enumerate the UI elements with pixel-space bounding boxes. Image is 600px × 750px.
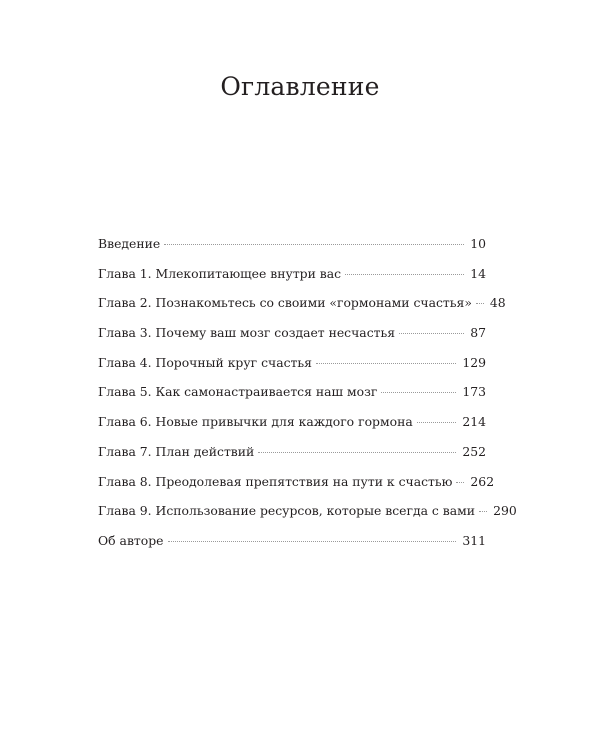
toc-entry-page: 214 <box>462 414 486 430</box>
toc-entry-chapter-2[interactable] <box>98 293 506 323</box>
toc-entry-page: 129 <box>462 354 486 370</box>
toc-entry-chapter-1[interactable] <box>98 264 486 294</box>
page-title: Оглавление <box>220 72 380 101</box>
toc-entry-label: Глава 4. Порочный круг счастья <box>98 354 312 370</box>
toc-entry-label: Глава 8. Преодолевая препятствия на пути к счастью <box>98 473 453 489</box>
toc-entry-chapter-9[interactable] <box>98 501 517 531</box>
toc-entry-intro[interactable] <box>98 234 486 264</box>
toc-entry-page: 173 <box>462 384 486 400</box>
toc-entry-label: Глава 2. Познакомьтесь со своими «гормонами счастья» <box>98 295 472 311</box>
toc-entry-chapter-6[interactable] <box>98 412 486 442</box>
toc-entry-page: 48 <box>489 295 506 311</box>
toc-entry-about-author[interactable] <box>98 531 486 561</box>
dot-leader <box>164 243 464 245</box>
dot-leader <box>316 362 456 364</box>
toc-entry-page: 252 <box>462 443 486 459</box>
toc-entry-page: 14 <box>470 265 486 281</box>
toc-entry-page: 290 <box>493 503 517 519</box>
toc-entry-chapter-7[interactable] <box>98 442 486 472</box>
toc-entry-chapter-4[interactable] <box>98 353 486 383</box>
dot-leader <box>345 273 464 275</box>
table-of-contents <box>98 234 517 561</box>
toc-entry-label: Глава 9. Использование ресурсов, которые всегда с вами <box>98 503 476 519</box>
dot-leader <box>168 540 457 542</box>
toc-entry-label: Глава 3. Почему ваш мозг создает несчастья <box>98 325 396 341</box>
toc-entry-chapter-3[interactable] <box>98 323 486 353</box>
toc-entry-label: Глава 6. Новые привычки для каждого гормона <box>98 414 413 430</box>
toc-entry-label: Глава 1. Млекопитающее внутри вас <box>98 265 342 281</box>
toc-entry-label: Глава 5. Как самонастраивается наш мозг <box>98 384 378 400</box>
toc-entry-label: Глава 7. План действий <box>98 443 255 459</box>
toc-entry-chapter-5[interactable] <box>98 382 486 412</box>
toc-entry-page: 262 <box>470 473 495 489</box>
toc-entry-page: 87 <box>470 325 486 341</box>
dot-leader <box>456 481 464 483</box>
toc-entry-page: 311 <box>462 532 486 548</box>
toc-entry-label: Введение <box>98 236 161 251</box>
dot-leader <box>381 391 456 393</box>
dot-leader <box>476 302 484 304</box>
dot-leader <box>417 421 457 423</box>
dot-leader <box>258 451 456 453</box>
toc-entry-label: Об авторе <box>98 532 164 548</box>
toc-entry-chapter-8[interactable] <box>98 472 495 502</box>
dot-leader <box>479 510 487 512</box>
dot-leader <box>399 332 464 334</box>
toc-entry-page: 10 <box>470 236 486 251</box>
